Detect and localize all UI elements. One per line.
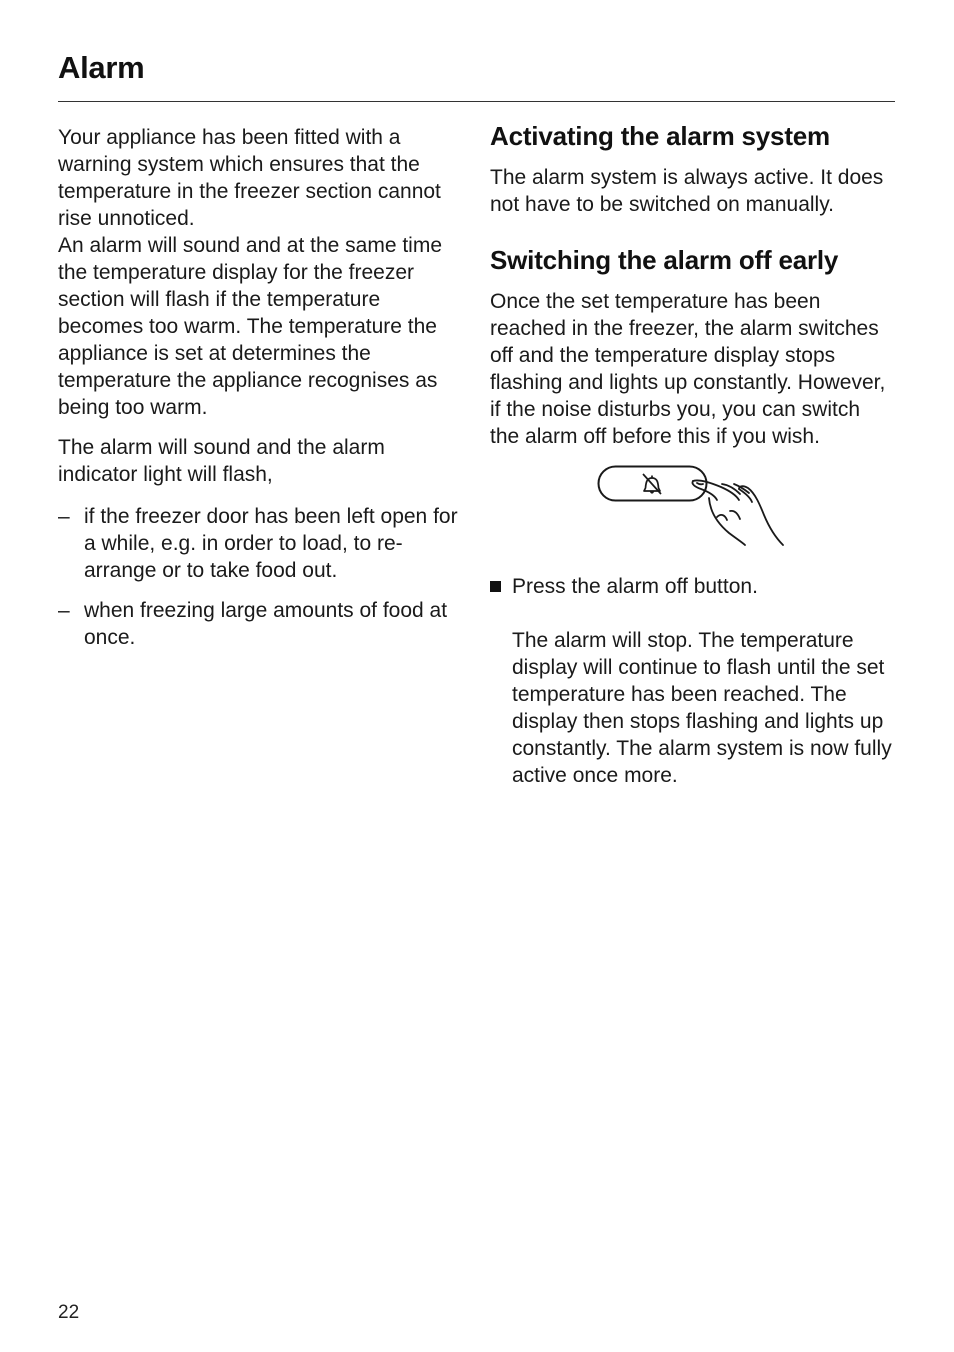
- alarm-description-paragraph: An alarm will sound and at the same time the temperature display for the freezer section will flash if the temperature becomes too warm. The temperature the appliance is set at determines the temperature the appliance recognises as being too warm.: [58, 234, 443, 419]
- right-column: [490, 121, 895, 789]
- square-bullet-icon: [490, 581, 501, 592]
- intro-paragraph: Your appliance has been fitted with a warning system which ensures that the temperature in the freezer section cannot rise unnoticed.: [58, 126, 441, 230]
- dash-marker: –: [58, 599, 70, 622]
- list-item-text: if the freezer door has been left open for a while, e.g. in order to load, to re-arrange or to take food out.: [84, 505, 458, 582]
- switching-off-heading: Switching the alarm off early: [490, 245, 839, 275]
- activating-heading: Activating the alarm system: [490, 121, 830, 151]
- list-item: [58, 597, 466, 651]
- dash-marker: –: [58, 505, 70, 528]
- left-column: [58, 124, 466, 664]
- activating-text: The alarm system is always active. It does not have to be switched on manually.: [490, 166, 884, 216]
- alarm-off-button-illustration: [597, 465, 787, 549]
- step-result-text: The alarm will stop. The temperature display will continue to flash until the set temperature has been reached. The display then stops flashing and lights up constantly. The alarm system is now fully active once more.: [512, 629, 892, 787]
- list-item-text: when freezing large amounts of food at once.: [84, 599, 448, 649]
- page-number: 22: [58, 1302, 80, 1323]
- alarm-conditions-list: [58, 503, 466, 651]
- page-title: Alarm: [58, 50, 145, 85]
- step-text: Press the alarm off button.: [512, 575, 758, 598]
- alarm-conditions-intro: The alarm will sound and the alarm indicator light will flash,: [58, 436, 385, 486]
- switching-off-text: Once the set temperature has been reached in the freezer, the alarm switches off and the temperature display stops flashing and lights up constantly. However, if the noise disturbs you, you can switch the alarm off before this if you wish.: [490, 290, 886, 448]
- instruction-step: [490, 573, 895, 600]
- title-divider: [58, 101, 895, 102]
- list-item: [58, 503, 466, 584]
